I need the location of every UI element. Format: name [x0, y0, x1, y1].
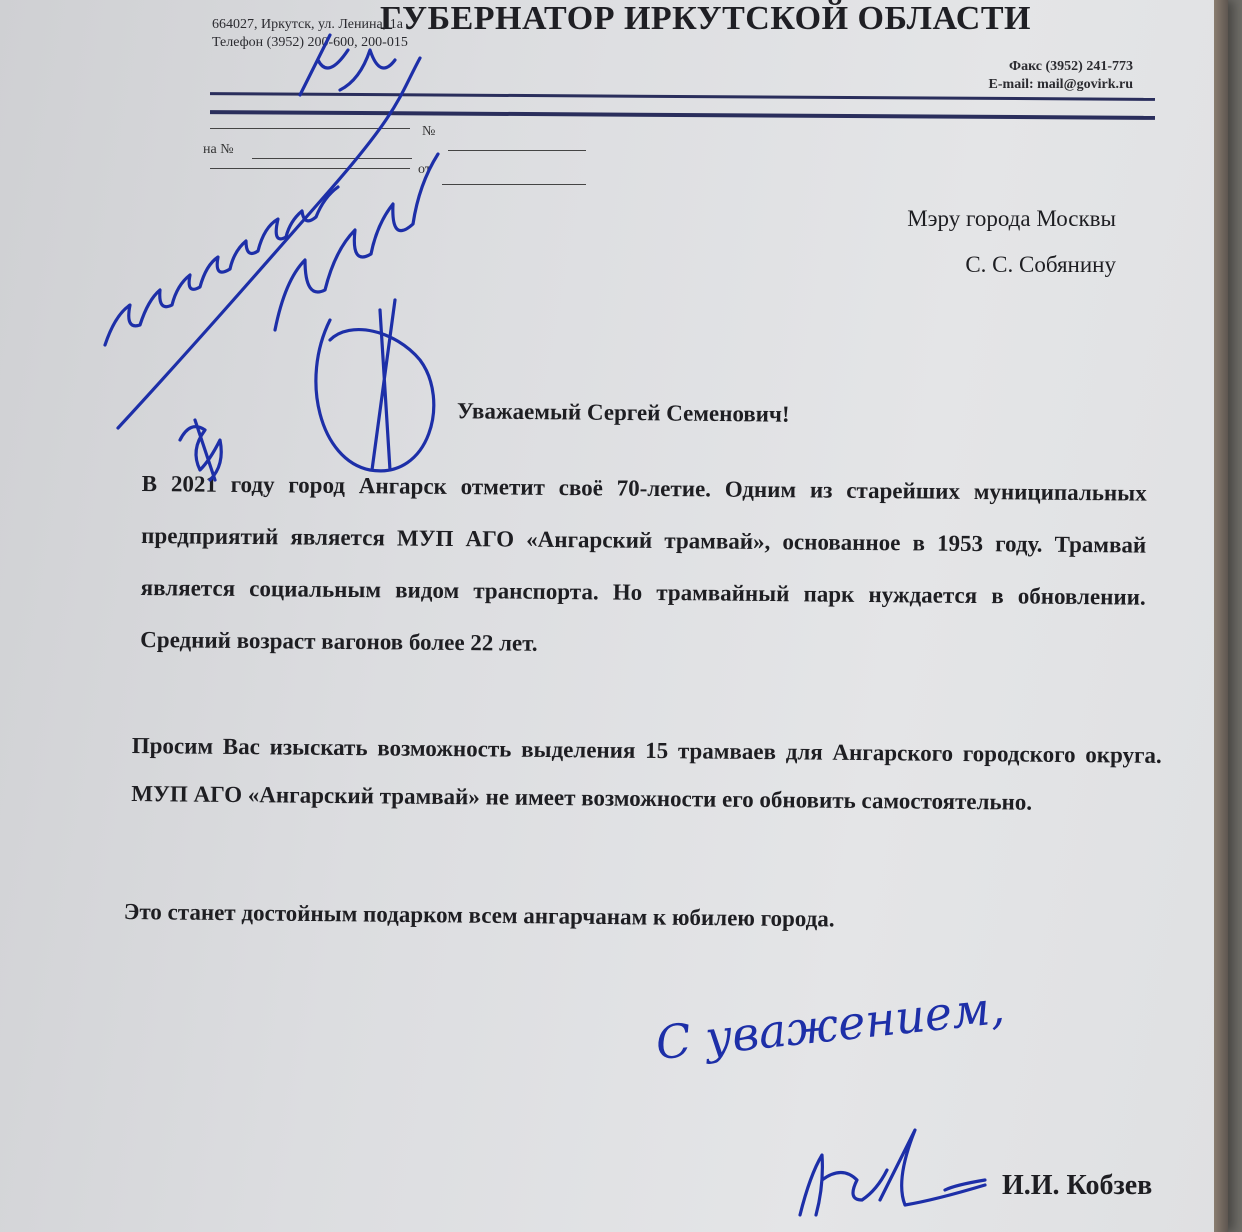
letter-greeting: Уважаемый Сергей Семенович!	[456, 398, 790, 427]
handwritten-closing: С уважением,	[653, 979, 1007, 1071]
registration-line	[210, 128, 410, 129]
body-paragraph-1: В 2021 году город Ангарск отметит своё 70-летие. Одним из старейших муниципальных предприятий является МУП АГО «Ангарский трамвай», основанное в 1953 году. Трамвай является социальным видом транспорта. Но трамвайный парк нуждается в обновлении. Средний возраст вагонов более 22 лет.	[140, 470, 1147, 656]
number-field-line	[448, 150, 586, 151]
addressee-block	[907, 196, 1116, 288]
signature	[800, 1130, 985, 1215]
body-paragraph-2: Просим Вас изыскать возможность выделения 15 трамваев для Ангарского городского округа. МУП АГО «Ангарский трамвай» не имеет возможности его обновить самостоятельно.	[131, 732, 1162, 815]
fax-line: Факс (3952) 241-773	[1009, 59, 1133, 74]
from-label: от	[418, 162, 431, 177]
from-field-line	[442, 184, 586, 185]
addressee-title: Мэру города Москвы	[907, 206, 1116, 231]
resolution-signature-loop	[316, 300, 434, 471]
address-line: 664027, Иркутск, ул. Ленина, 1а	[212, 17, 403, 32]
ref-number-label: на №	[203, 142, 234, 157]
body-paragraph-3: Это станет достойным подарком всем ангарчанам к юбилею города.	[123, 898, 835, 932]
resolution-handwriting	[105, 187, 338, 345]
ref-field-line	[252, 158, 412, 159]
letterhead-rule-thick	[210, 110, 1155, 120]
letterhead-address	[212, 16, 542, 52]
number-label: №	[422, 124, 436, 139]
resolution-scrawl	[275, 154, 438, 330]
letterhead-organization: ГУБЕРНАТОР ИРКУТСКОЙ ОБЛАСТИ	[380, 0, 1031, 37]
page-edge-shadow	[1214, 0, 1228, 1232]
email-line: E-mail: mail@govirk.ru	[988, 77, 1133, 92]
signatory-name: И.И. Кобзев	[1002, 1170, 1153, 1201]
letterhead-contacts	[989, 58, 1133, 94]
phone-line: Телефон (3952) 200-600, 200-015	[212, 35, 408, 50]
date-field-line	[210, 168, 410, 169]
addressee-name: С. С. Собянину	[965, 252, 1116, 277]
